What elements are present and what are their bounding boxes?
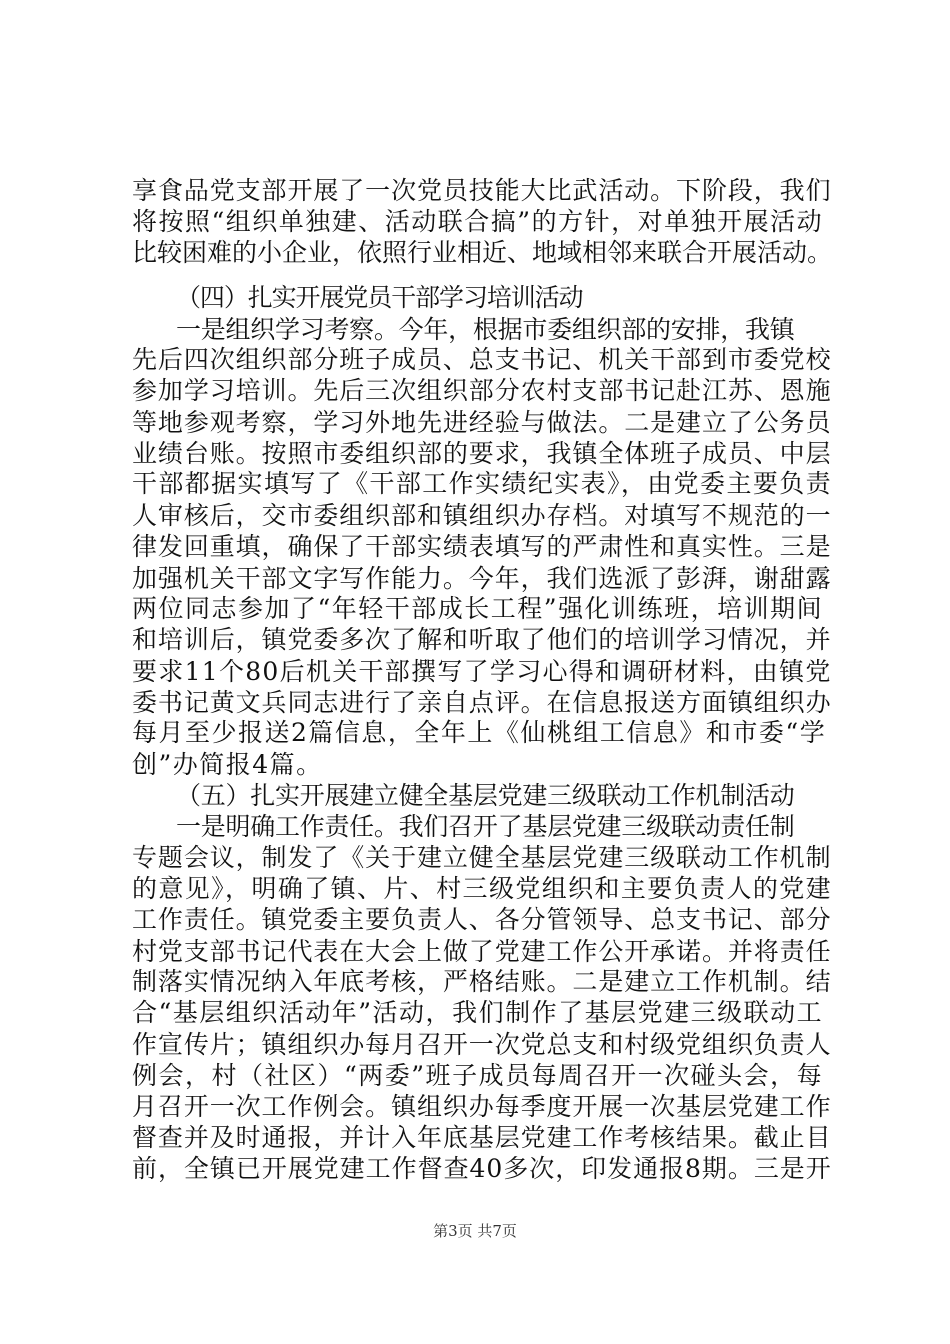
text-line: （四）扎实开展党员干部学习培训活动 [176, 283, 583, 312]
text-line: 律发回重填，确保了干部实绩表填写的严肃性和真实性。三是 [132, 532, 832, 561]
text-line: 每月至少报送2篇信息，全年上《仙桃组工信息》和市委“学 [132, 718, 827, 747]
text-line: 制落实情况纳入年底考核，严格结账。二是建立工作机制。结 [132, 967, 832, 996]
text-line: 先后四次组织部分班子成员、总支书记、机关干部到市委党校 [132, 345, 832, 374]
text-line: 和培训后，镇党委多次了解和听取了他们的培训学习情况，并 [132, 625, 832, 654]
text-line: 一是明确工作责任。我们召开了基层党建三级联动责任制 [176, 812, 795, 841]
text-line: 的意见》，明确了镇、片、村三级党组织和主要负责人的党建 [132, 874, 833, 903]
text-line: 将按照“组织单独建、活动联合搞”的方针，对单独开展活动 [132, 207, 824, 236]
text-line: 比较困难的小企业，依照行业相近、地域相邻来联合开展活动。 [132, 238, 833, 267]
text-line: 加强机关干部文字写作能力。今年，我们选派了彭湃，谢甜露 [132, 564, 832, 593]
text-line: 委书记黄文兵同志进行了亲自点评。在信息报送方面镇组织办 [132, 688, 832, 717]
text-line: 参加学习培训。先后三次组织部分农村支部书记赴江苏、恩施 [132, 376, 832, 405]
text-line: 要求11个80后机关干部撰写了学习心得和调研材料，由镇党 [132, 657, 832, 686]
text-line: 享食品党支部开展了一次党员技能大比武活动。下阶段，我们 [132, 176, 832, 205]
text-line: 人审核后，交市委组织部和镇组织办存档。对填写不规范的一 [132, 501, 832, 530]
text-line: 两位同志参加了“年轻干部成长工程”强化训练班，培训期间 [132, 594, 824, 623]
text-line: 月召开一次工作例会。镇组织办每季度开展一次基层党建工作 [132, 1092, 832, 1121]
text-line: 业绩台账。按照市委组织部的要求，我镇全体班子成员、中层 [132, 439, 832, 468]
text-line: 作宣传片；镇组织办每月召开一次党总支和村级党组织负责人 [132, 1030, 832, 1059]
text-line: 等地参观考察，学习外地先进经验与做法。二是建立了公务员 [132, 408, 832, 437]
text-line: 例会，村（社区）“两委”班子成员每周召开一次碰头会，每 [132, 1061, 824, 1090]
text-line: 干部都据实填写了《干部工作实绩纪实表》，由党委主要负责 [132, 469, 833, 498]
page-footer: 第3页 共7页 [433, 1222, 517, 1240]
text-line: 创”办简报4篇。 [132, 750, 323, 779]
text-line: 一是组织学习考察。今年，根据市委组织部的安排，我镇 [176, 315, 795, 344]
text-line: 前，全镇已开展党建工作督查40多次，印发通报8期。三是开 [132, 1154, 832, 1183]
text-line: 工作责任。镇党委主要负责人、各分管领导、总支书记、部分 [132, 905, 832, 934]
text-line: 专题会议，制发了《关于建立健全基层党建三级联动工作机制 [132, 843, 832, 872]
text-line: 合“基层组织活动年”活动，我们制作了基层党建三级联动工 [132, 998, 824, 1027]
text-line: （五）扎实开展建立健全基层党建三级联动工作机制活动 [176, 781, 795, 810]
text-line: 督查并及时通报，并计入年底基层党建工作考核结果。截止目 [132, 1123, 832, 1152]
text-line: 村党支部书记代表在大会上做了党建工作公开承诺。并将责任 [132, 937, 832, 966]
